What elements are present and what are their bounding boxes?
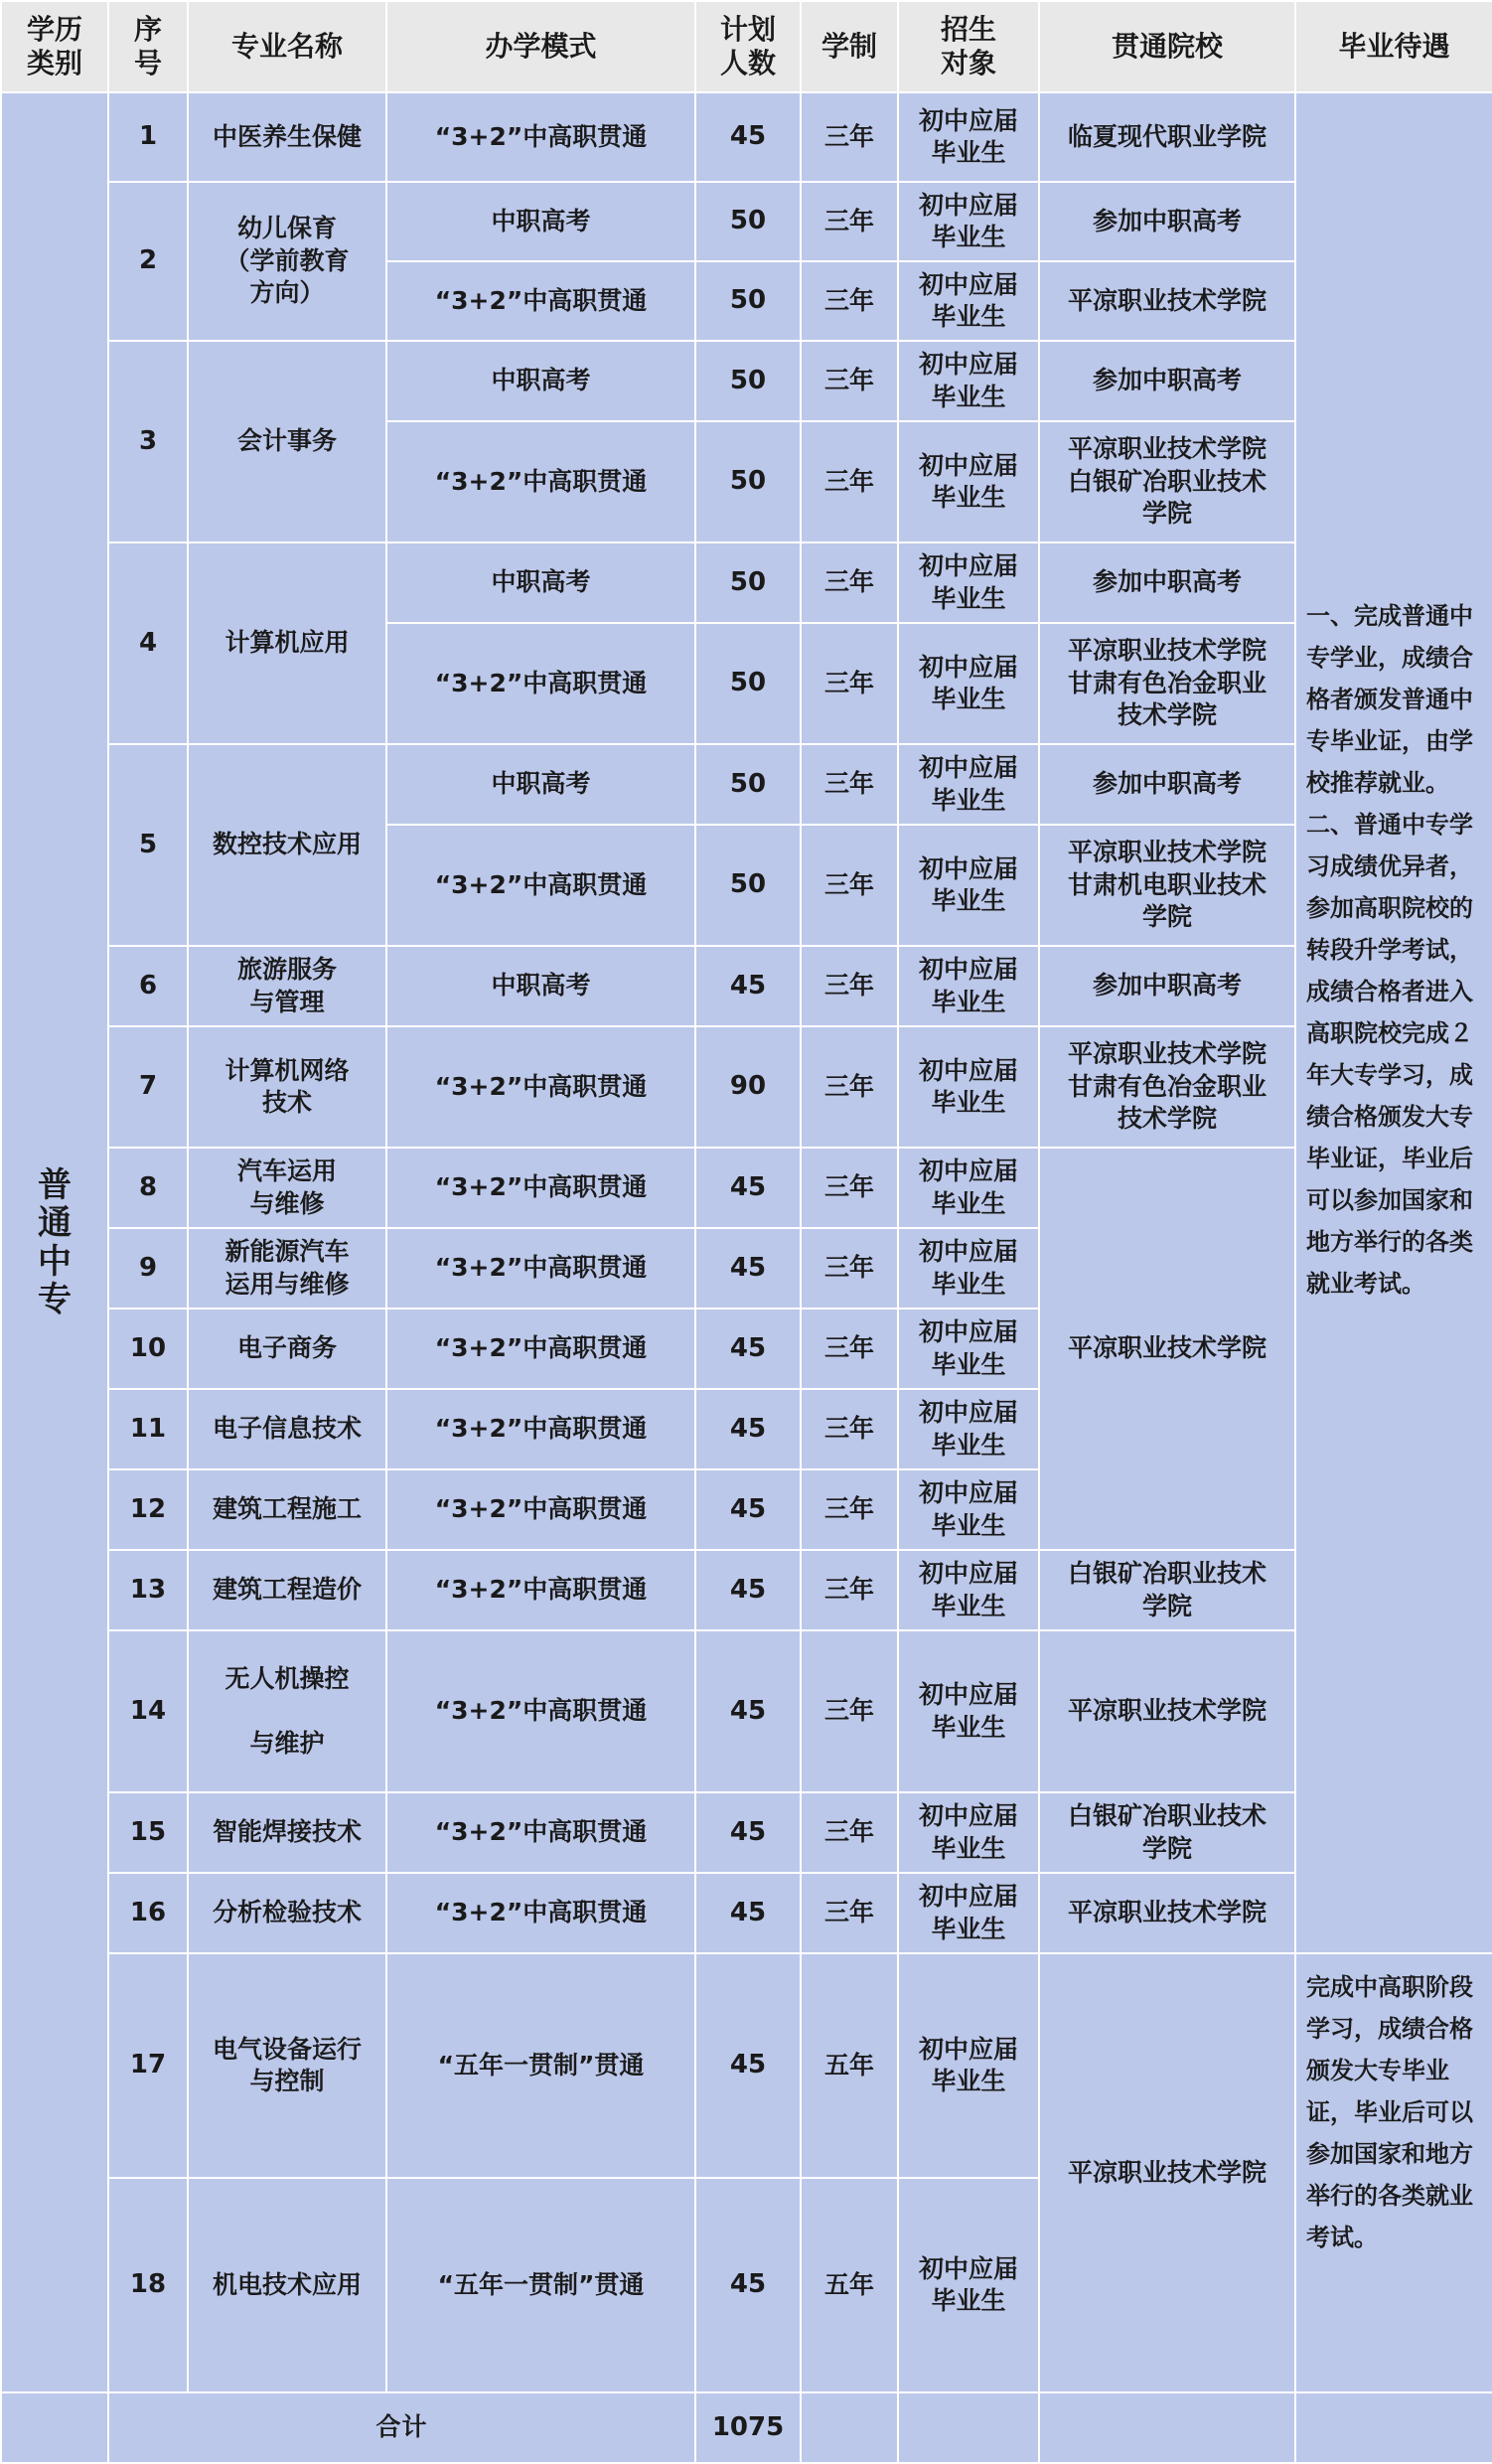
partner-cell: 白银矿冶职业技术 学院	[1039, 1792, 1295, 1873]
plan-cell: 45	[695, 1309, 801, 1389]
major-name: 电子商务	[188, 1309, 386, 1389]
partner-cell: 平凉职业技术学院 甘肃有色冶金职业 技术学院	[1039, 623, 1295, 744]
major-name: 旅游服务 与管理	[188, 946, 386, 1026]
plan-cell: 45	[695, 2178, 801, 2392]
plan-cell: 50	[695, 825, 801, 946]
years-cell: 五年	[801, 2178, 898, 2392]
major-name: 建筑工程造价	[188, 1550, 386, 1630]
major-name: 数控技术应用	[188, 744, 386, 946]
plan-cell: 45	[695, 1148, 801, 1228]
years-cell: 三年	[801, 92, 898, 182]
major-name: 会计事务	[188, 341, 386, 542]
total-empty-cell	[1039, 2392, 1295, 2463]
mode-cell: “3+2”中高职贯通	[386, 1389, 695, 1469]
major-name: 汽车运用 与维修	[188, 1148, 386, 1228]
major-name: 计算机网络 技术	[188, 1026, 386, 1148]
major-index: 2	[108, 182, 188, 341]
plan-cell: 45	[695, 92, 801, 182]
table-row	[1, 1550, 1492, 1630]
years-cell: 三年	[801, 542, 898, 623]
plan-cell: 50	[695, 623, 801, 744]
target-cell: 初中应届 毕业生	[898, 542, 1039, 623]
major-name: 幼儿保育 （学前教育 方向）	[188, 182, 386, 341]
target-cell: 初中应届 毕业生	[898, 1873, 1039, 1953]
plan-cell: 50	[695, 542, 801, 623]
treatment-five-year: 完成中高职阶段学习，成绩合格颁发大专毕业证，毕业后可以参加国家和地方举行的各类就业考试。	[1295, 1953, 1492, 2392]
years-cell: 三年	[801, 1873, 898, 1953]
plan-cell: 50	[695, 421, 801, 542]
major-index: 10	[108, 1309, 188, 1389]
header-major: 专业名称	[188, 1, 386, 92]
years-cell: 三年	[801, 1389, 898, 1469]
major-index: 7	[108, 1026, 188, 1148]
target-cell: 初中应届 毕业生	[898, 1309, 1039, 1389]
major-name: 新能源汽车 运用与维修	[188, 1228, 386, 1309]
target-cell: 初中应届 毕业生	[898, 341, 1039, 421]
header-plan: 计划 人数	[695, 1, 801, 92]
major-name: 电子信息技术	[188, 1389, 386, 1469]
header-treatment: 毕业待遇	[1295, 1, 1492, 92]
plan-cell: 45	[695, 946, 801, 1026]
header-years: 学制	[801, 1, 898, 92]
target-cell: 初中应届 毕业生	[898, 744, 1039, 825]
category-cell: 普通中专	[1, 92, 108, 2392]
years-cell: 三年	[801, 1792, 898, 1873]
major-index: 9	[108, 1228, 188, 1309]
mode-cell: 中职高考	[386, 182, 695, 261]
major-index: 6	[108, 946, 188, 1026]
target-cell: 初中应届 毕业生	[898, 825, 1039, 946]
table-row	[1, 1630, 1492, 1792]
major-index: 8	[108, 1148, 188, 1228]
table-row	[1, 542, 1492, 623]
major-name: 机电技术应用	[188, 2178, 386, 2392]
major-name: 无人机操控 与维护	[188, 1630, 386, 1792]
partner-cell: 平凉职业技术学院	[1039, 1148, 1295, 1550]
plan-cell: 50	[695, 341, 801, 421]
target-cell: 初中应届 毕业生	[898, 946, 1039, 1026]
years-cell: 三年	[801, 1630, 898, 1792]
mode-cell: 中职高考	[386, 744, 695, 825]
treatment-general: 一、完成普通中专学业，成绩合格者颁发普通中专毕业证，由学校推荐就业。二、普通中专学习成绩优异者，参加高职院校的转段升学考试，成绩合格者进入高职院校完成２年大专学习，成绩合格颁发大专毕业证，毕业后可以参加国家和地方举行的各类就业考试。	[1295, 92, 1492, 1953]
major-index: 17	[108, 1953, 188, 2178]
major-index: 3	[108, 341, 188, 542]
mode-cell: “3+2”中高职贯通	[386, 1550, 695, 1630]
partner-cell: 白银矿冶职业技术 学院	[1039, 1550, 1295, 1630]
target-cell: 初中应届 毕业生	[898, 1026, 1039, 1148]
header-category: 学历 类别	[1, 1, 108, 92]
mode-cell: “五年一贯制”贯通	[386, 1953, 695, 2178]
plan-cell: 45	[695, 1630, 801, 1792]
plan-cell: 50	[695, 744, 801, 825]
plan-cell: 50	[695, 261, 801, 341]
target-cell: 初中应届 毕业生	[898, 623, 1039, 744]
partner-cell: 平凉职业技术学院	[1039, 1953, 1295, 2392]
plan-cell: 45	[695, 1550, 801, 1630]
table-row	[1, 946, 1492, 1026]
plan-cell: 50	[695, 182, 801, 261]
years-cell: 三年	[801, 1550, 898, 1630]
partner-cell: 平凉职业技术学院	[1039, 1873, 1295, 1953]
target-cell: 初中应届 毕业生	[898, 1228, 1039, 1309]
mode-cell: “3+2”中高职贯通	[386, 92, 695, 182]
target-cell: 初中应届 毕业生	[898, 1630, 1039, 1792]
mode-cell: “3+2”中高职贯通	[386, 1873, 695, 1953]
total-empty-cell	[1, 2392, 108, 2463]
header-partner: 贯通院校	[1039, 1, 1295, 92]
major-name: 建筑工程施工	[188, 1469, 386, 1550]
target-cell: 初中应届 毕业生	[898, 1792, 1039, 1873]
partner-cell: 参加中职高考	[1039, 182, 1295, 261]
years-cell: 三年	[801, 421, 898, 542]
years-cell: 三年	[801, 1148, 898, 1228]
partner-cell: 平凉职业技术学院 甘肃机电职业技术 学院	[1039, 825, 1295, 946]
table-row	[1, 92, 1492, 182]
partner-cell: 参加中职高考	[1039, 744, 1295, 825]
header-target: 招生 对象	[898, 1, 1039, 92]
years-cell: 三年	[801, 341, 898, 421]
major-index: 13	[108, 1550, 188, 1630]
mode-cell: “3+2”中高职贯通	[386, 1630, 695, 1792]
plan-cell: 45	[695, 1228, 801, 1309]
mode-cell: “3+2”中高职贯通	[386, 1792, 695, 1873]
years-cell: 三年	[801, 261, 898, 341]
major-index: 1	[108, 92, 188, 182]
major-name: 计算机应用	[188, 542, 386, 744]
total-empty-cell	[801, 2392, 898, 2463]
plan-cell: 45	[695, 1389, 801, 1469]
partner-cell: 平凉职业技术学院	[1039, 1630, 1295, 1792]
plan-cell: 45	[695, 1953, 801, 2178]
years-cell: 三年	[801, 1469, 898, 1550]
table-row	[1, 1953, 1492, 2178]
mode-cell: “3+2”中高职贯通	[386, 825, 695, 946]
header-mode: 办学模式	[386, 1, 695, 92]
major-index: 15	[108, 1792, 188, 1873]
years-cell: 三年	[801, 1228, 898, 1309]
mode-cell: “3+2”中高职贯通	[386, 421, 695, 542]
major-name: 电气设备运行 与控制	[188, 1953, 386, 2178]
table-row	[1, 744, 1492, 825]
major-index: 11	[108, 1389, 188, 1469]
major-index: 12	[108, 1469, 188, 1550]
table-row	[1, 341, 1492, 421]
mode-cell: “3+2”中高职贯通	[386, 261, 695, 341]
plan-cell: 45	[695, 1792, 801, 1873]
years-cell: 三年	[801, 182, 898, 261]
partner-cell: 平凉职业技术学院 白银矿冶职业技术 学院	[1039, 421, 1295, 542]
header-index: 序 号	[108, 1, 188, 92]
total-empty-cell	[898, 2392, 1039, 2463]
plan-cell: 90	[695, 1026, 801, 1148]
target-cell: 初中应届 毕业生	[898, 2178, 1039, 2392]
mode-cell: 中职高考	[386, 946, 695, 1026]
years-cell: 五年	[801, 1953, 898, 2178]
years-cell: 三年	[801, 1309, 898, 1389]
major-name: 智能焊接技术	[188, 1792, 386, 1873]
mode-cell: 中职高考	[386, 341, 695, 421]
partner-cell: 参加中职高考	[1039, 946, 1295, 1026]
mode-cell: “3+2”中高职贯通	[386, 1228, 695, 1309]
target-cell: 初中应届 毕业生	[898, 182, 1039, 261]
table-row	[1, 1792, 1492, 1873]
target-cell: 初中应届 毕业生	[898, 261, 1039, 341]
major-name: 分析检验技术	[188, 1873, 386, 1953]
partner-cell: 参加中职高考	[1039, 341, 1295, 421]
years-cell: 三年	[801, 946, 898, 1026]
header-row	[1, 1, 1492, 92]
major-index: 4	[108, 542, 188, 744]
table-row	[1, 182, 1492, 261]
target-cell: 初中应届 毕业生	[898, 1389, 1039, 1469]
years-cell: 三年	[801, 825, 898, 946]
partner-cell: 参加中职高考	[1039, 542, 1295, 623]
total-value: 1075	[695, 2392, 801, 2463]
target-cell: 初中应届 毕业生	[898, 1550, 1039, 1630]
years-cell: 三年	[801, 1026, 898, 1148]
table-row	[1, 1148, 1492, 1228]
mode-cell: “3+2”中高职贯通	[386, 623, 695, 744]
years-cell: 三年	[801, 623, 898, 744]
target-cell: 初中应届 毕业生	[898, 1953, 1039, 2178]
major-name: 中医养生保健	[188, 92, 386, 182]
major-index: 14	[108, 1630, 188, 1792]
partner-cell: 平凉职业技术学院 甘肃有色冶金职业 技术学院	[1039, 1026, 1295, 1148]
target-cell: 初中应届 毕业生	[898, 1148, 1039, 1228]
total-empty-cell	[1295, 2392, 1492, 2463]
years-cell: 三年	[801, 744, 898, 825]
table-row	[1, 1873, 1492, 1953]
table-row	[1, 1026, 1492, 1148]
mode-cell: “3+2”中高职贯通	[386, 1026, 695, 1148]
mode-cell: 中职高考	[386, 542, 695, 623]
total-label: 合计	[108, 2392, 695, 2463]
target-cell: 初中应届 毕业生	[898, 92, 1039, 182]
major-index: 5	[108, 744, 188, 946]
mode-cell: “3+2”中高职贯通	[386, 1309, 695, 1389]
major-index: 16	[108, 1873, 188, 1953]
total-row	[1, 2392, 1492, 2463]
mode-cell: “五年一贯制”贯通	[386, 2178, 695, 2392]
major-index: 18	[108, 2178, 188, 2392]
mode-cell: “3+2”中高职贯通	[386, 1469, 695, 1550]
partner-cell: 平凉职业技术学院	[1039, 261, 1295, 341]
plan-cell: 45	[695, 1873, 801, 1953]
target-cell: 初中应届 毕业生	[898, 421, 1039, 542]
plan-cell: 45	[695, 1469, 801, 1550]
mode-cell: “3+2”中高职贯通	[386, 1148, 695, 1228]
partner-cell: 临夏现代职业学院	[1039, 92, 1295, 182]
target-cell: 初中应届 毕业生	[898, 1469, 1039, 1550]
